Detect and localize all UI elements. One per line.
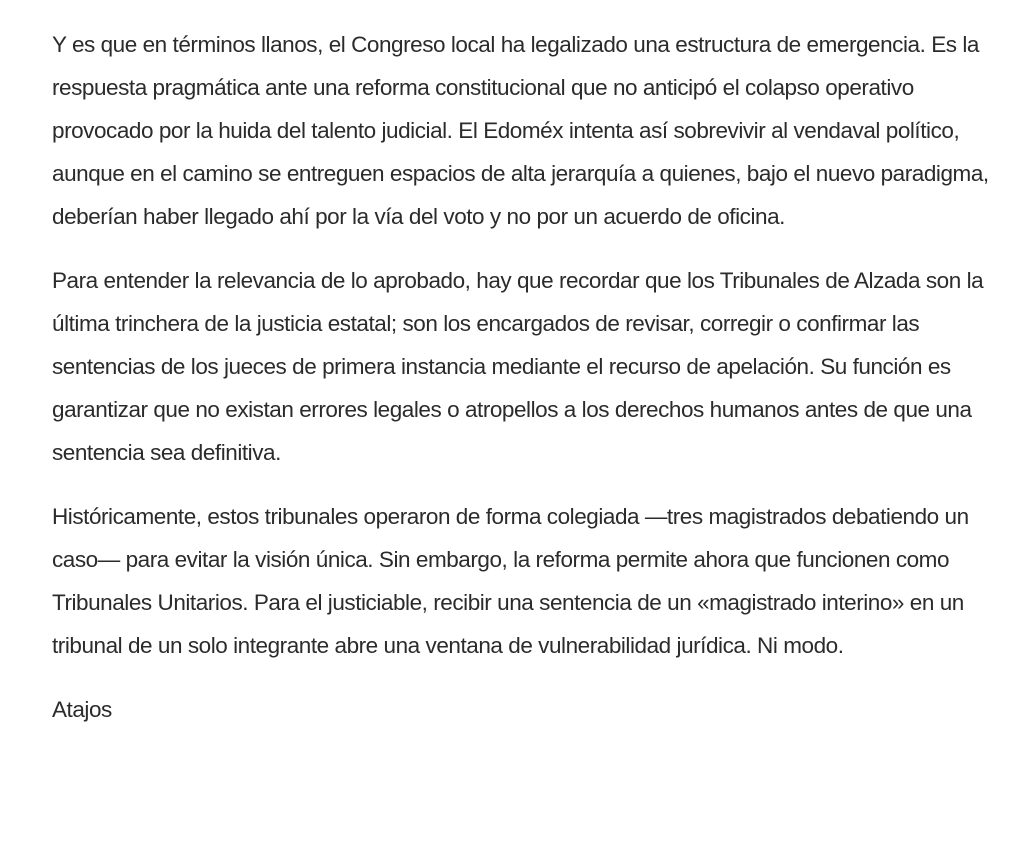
paragraph-historicamente: Históricamente, estos tribunales operaron de forma colegiada —tres magistrados debatiendo un caso— para evitar la visión única. Sin embargo, la reforma permite ahora que funcionen como Tribunales Unitarios. Para el justiciable, recibir una sentencia de un «magistrado interino» en un tribunal de un solo integrante abre una ventana de vulnerabilidad jurídica. Ni modo. [52, 504, 969, 658]
article-body [52, 23, 992, 731]
section-heading-atajos: Atajos [52, 697, 112, 722]
paragraph-congreso: Y es que en términos llanos, el Congreso local ha legalizado una estructura de emergencia. Es la respuesta pragmática ante una reforma constitucional que no anticipó el colapso operativo provocado por la huida del talento judicial. El Edoméx intenta así sobrevivir al vendaval político, aunque en el camino se entreguen espacios de alta jerarquía a quienes, bajo el nuevo paradigma, deberían haber llegado ahí por la vía del voto y no por un acuerdo de oficina. [52, 32, 989, 229]
paragraph-tribunales-alzada: Para entender la relevancia de lo aprobado, hay que recordar que los Tribunales de Alzada son la última trinchera de la justicia estatal; son los encargados de revisar, corregir o confirmar las sentencias de los jueces de primera instancia mediante el recurso de apelación. Su función es garantizar que no existan errores legales o atropellos a los derechos humanos antes de que una sentencia sea definitiva. [52, 268, 984, 465]
